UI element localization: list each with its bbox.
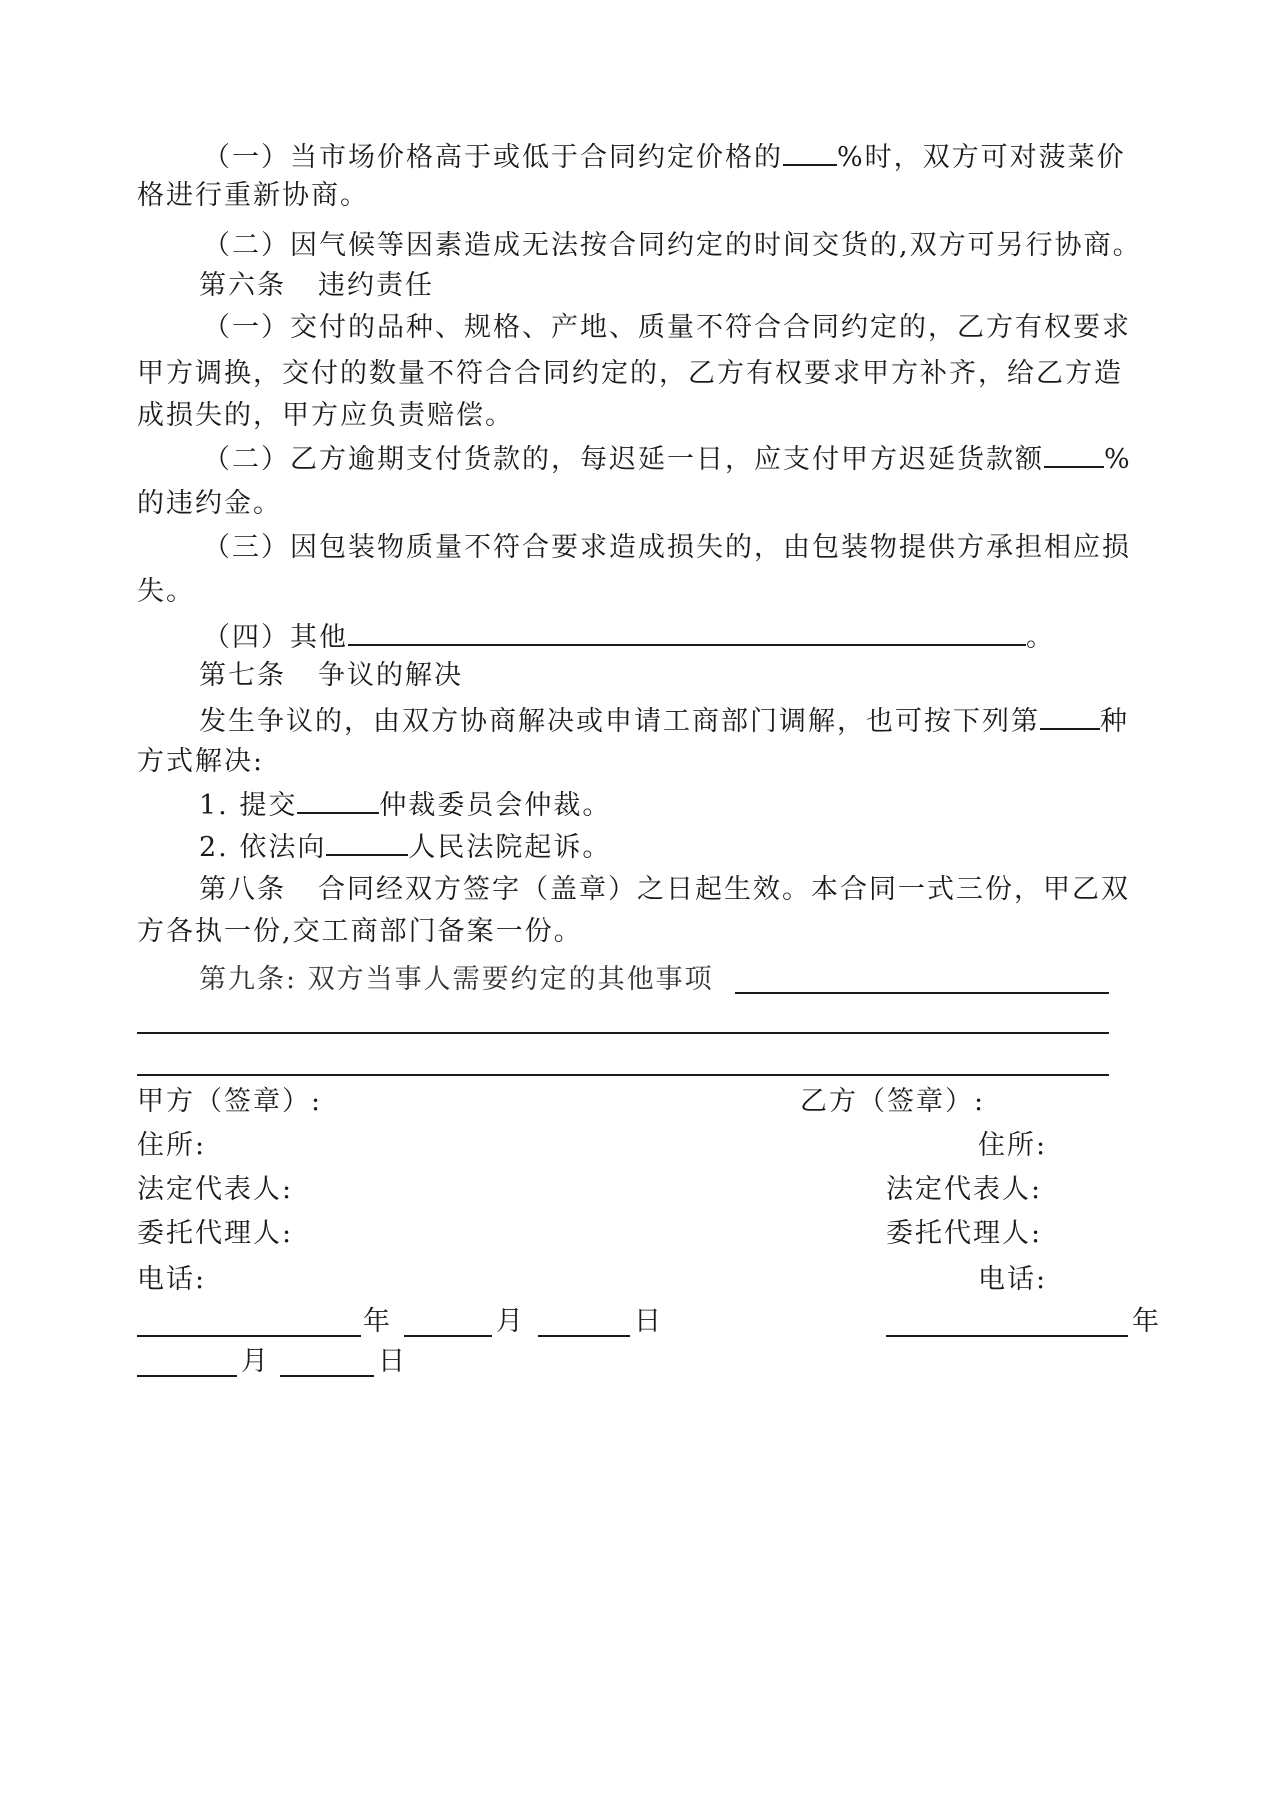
- clause7-option1: [199, 786, 611, 824]
- option2-text-a: 2. 依法向: [199, 832, 327, 863]
- clause5-item1-line1: [203, 138, 1126, 176]
- clause5-item2: （二）因气候等因素造成无法按合同约定的时间交货的,双方可另行协商。: [203, 230, 1142, 261]
- party-b-phone: 电话:: [978, 1264, 1048, 1295]
- percent-blank-1: [783, 138, 837, 166]
- clause7-text-b: 种: [1100, 706, 1129, 737]
- party-a-year-blank: [137, 1335, 361, 1337]
- party-a-day-blank: [538, 1335, 630, 1337]
- party-b-day-blank: [280, 1375, 374, 1377]
- party-b-year-blank: [886, 1335, 1128, 1337]
- party-b-year-label: 年: [1132, 1306, 1161, 1337]
- party-b-day-label: 日: [378, 1346, 407, 1377]
- clause6-item4-text-a: （四）其他: [203, 622, 348, 653]
- clause6-item1-line2: 甲方调换，交付的数量不符合合同约定的，乙方有权要求甲方补齐，给乙方造: [137, 358, 1123, 389]
- clause6-item3-line1: （三）因包装物质量不符合要求造成损失的，由包装物提供方承担相应损: [203, 532, 1131, 563]
- party-b-month-label: 月: [241, 1346, 270, 1377]
- clause7-para-line1: [199, 702, 1129, 740]
- party-a-month-label: 月: [496, 1306, 525, 1337]
- clause6-item2-line2: 的违约金。: [137, 488, 282, 519]
- clause7-option2: [199, 828, 611, 866]
- clause8-text: 合同经双方签字（盖章）之日起生效。本合同一式三份，甲乙双: [318, 874, 1130, 905]
- clause6-item4: [203, 618, 1055, 656]
- option1-text-b: 仲裁委员会仲裁。: [379, 790, 612, 821]
- party-a-phone: 电话:: [137, 1264, 207, 1295]
- clause6-item4-text-b: 。: [1026, 622, 1055, 653]
- clause8-line1: [199, 872, 1130, 908]
- arbitration-blank: [297, 786, 379, 814]
- party-a-day-label: 日: [634, 1306, 663, 1337]
- party-b-legal-rep: 法定代表人:: [886, 1174, 1043, 1205]
- clause7-title: [199, 658, 463, 694]
- party-b-month-blank: [137, 1375, 237, 1377]
- party-a-address: 住所:: [137, 1130, 207, 1161]
- party-a-agent: 委托代理人:: [137, 1218, 294, 1249]
- party-a-year-label: 年: [363, 1306, 392, 1337]
- clause8-number: 第八条: [199, 874, 286, 905]
- clause7-text-a: 发生争议的，由双方协商解决或申请工商部门调解，也可按下列第: [199, 706, 1040, 737]
- party-a-legal-rep: 法定代表人:: [137, 1174, 294, 1205]
- clause6-item2-text-b: %: [1104, 444, 1132, 475]
- method-blank: [1040, 702, 1100, 730]
- court-blank: [326, 828, 408, 856]
- clause6-item1-line3: 成损失的，甲方应负责赔偿。: [137, 400, 514, 431]
- percent-blank-2: [1044, 440, 1104, 468]
- clause9-blank-1: [735, 992, 1109, 994]
- clause6-item3-line2: 失。: [137, 576, 195, 607]
- party-b-address: 住所:: [978, 1130, 1048, 1161]
- clause6-item2-line1: [203, 440, 1132, 478]
- other-blank: [348, 618, 1026, 646]
- clause7-para-line2: 方式解决:: [137, 746, 265, 777]
- option1-text-a: 1. 提交: [199, 790, 298, 821]
- clause5-item1-line2: 格进行重新协商。: [137, 180, 369, 211]
- clause6-item1-line1: （一）交付的品种、规格、产地、质量不符合合同约定的，乙方有权要求: [203, 312, 1131, 343]
- clause6-title: [199, 268, 434, 304]
- clause6-item2-text-a: （二）乙方逾期支付货款的，每迟延一日，应支付甲方迟延货款额: [203, 444, 1044, 475]
- clause6-heading: 违约责任: [318, 270, 434, 301]
- party-a-month-blank: [404, 1335, 492, 1337]
- party-b-agent: 委托代理人:: [886, 1218, 1043, 1249]
- clause7-heading: 争议的解决: [318, 660, 463, 691]
- clause5-item1-text-a: （一）当市场价格高于或低于合同约定价格的: [203, 142, 783, 173]
- clause8-line2: 方各执一份,交工商部门备案一份。: [137, 916, 583, 947]
- clause9-blank-2: [137, 1032, 1109, 1034]
- option2-text-b: 人民法院起诉。: [408, 832, 612, 863]
- clause5-item1-text-b: %时，双方可对菠菜价: [837, 142, 1126, 173]
- clause7-number: 第七条: [199, 660, 286, 691]
- clause6-number: 第六条: [199, 270, 286, 301]
- party-a-title: 甲方（签章）:: [137, 1086, 323, 1117]
- clause9-line: 第九条: 双方当事人需要约定的其他事项: [199, 964, 714, 995]
- clause9-blank-3: [137, 1074, 1109, 1076]
- party-b-title: 乙方（签章）:: [800, 1086, 986, 1117]
